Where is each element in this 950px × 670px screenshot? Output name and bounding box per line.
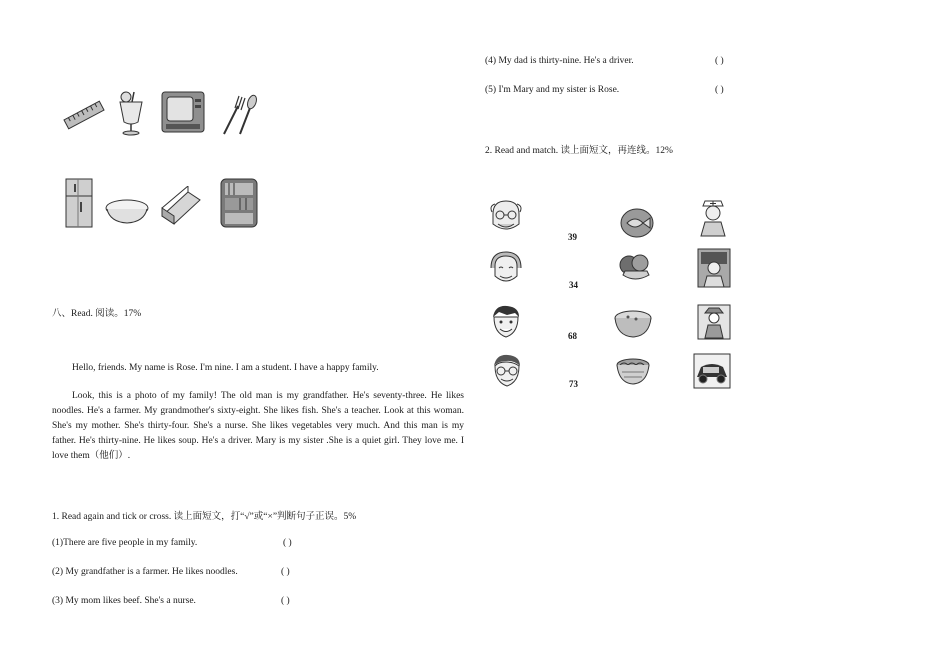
answer-paren-5[interactable]: ( ) bbox=[715, 85, 724, 95]
grandmother-face-icon[interactable] bbox=[487, 250, 525, 288]
answer-paren-3[interactable]: ( ) bbox=[281, 596, 290, 606]
grandfather-face-icon[interactable] bbox=[487, 198, 525, 236]
task1-item-3: (3) My mom likes beef. She's a nurse. bbox=[52, 596, 196, 606]
task1-item-1: (1)There are five people in my family. bbox=[52, 538, 198, 548]
passage-paragraph-1: Hello, friends. My name is Rose. I'm nine. I am a student. I have a happy family. bbox=[72, 363, 379, 373]
soup-bowl-icon[interactable] bbox=[613, 308, 653, 340]
teacher-icon[interactable] bbox=[697, 248, 731, 288]
nurse-icon[interactable] bbox=[695, 198, 731, 238]
answer-paren-4[interactable]: ( ) bbox=[715, 56, 724, 66]
age-label-3: 68 bbox=[568, 331, 577, 341]
pencil-box-icon bbox=[158, 186, 204, 228]
answer-paren-2[interactable]: ( ) bbox=[281, 567, 290, 577]
task1-item-5: (5) I'm Mary and my sister is Rose. bbox=[485, 85, 620, 95]
boy-face-icon[interactable] bbox=[487, 303, 525, 341]
task1-item-2: (2) My grandfather is a farmer. He likes noodles. bbox=[52, 567, 238, 577]
plate-icon bbox=[104, 196, 150, 226]
age-label-2: 34 bbox=[569, 280, 578, 290]
section-heading: 八、Read. 阅读。17% bbox=[52, 309, 142, 319]
bookshelf-icon bbox=[220, 178, 258, 228]
ruler-icon bbox=[62, 96, 106, 134]
tv-icon bbox=[160, 90, 206, 134]
task1-item-4: (4) My dad is thirty-nine. He's a driver. bbox=[485, 56, 634, 66]
driver-car-icon[interactable] bbox=[693, 353, 731, 389]
fish-dish-icon[interactable] bbox=[619, 207, 655, 239]
task2-heading: 2. Read and match. 读上面短文，再连线。12% bbox=[485, 146, 673, 156]
father-face-icon[interactable] bbox=[488, 352, 526, 390]
answer-paren-1[interactable]: ( ) bbox=[283, 538, 292, 548]
age-label-1: 39 bbox=[568, 232, 577, 242]
fridge-icon bbox=[64, 178, 94, 228]
juice-glass-icon bbox=[116, 90, 146, 136]
age-label-4: 73 bbox=[569, 379, 578, 389]
farmer-icon[interactable] bbox=[697, 304, 731, 340]
task1-heading: 1. Read again and tick or cross. 读上面短文，打“√”或“×”判断句子正误。5% bbox=[52, 512, 357, 522]
noodles-bowl-icon[interactable] bbox=[614, 356, 652, 388]
passage-paragraph-2: Look, this is a photo of my family! The old man is my grandfather. He's seventy-three. He likes noodles. He's a farmer. My grandmother's sixty-eight. She likes fish. She's a teacher. Look at this woman. She's my mother. She's thirty-four. She's a nurse. She likes vegetables very much. And this man is my father. He's thirty-nine. He likes soup. He's a driver. Mary is my sister .She is a quiet girl. They love me. I love them（他们）. bbox=[52, 391, 464, 461]
fork-spoon-icon bbox=[214, 94, 258, 136]
vegetables-icon[interactable] bbox=[617, 253, 653, 283]
